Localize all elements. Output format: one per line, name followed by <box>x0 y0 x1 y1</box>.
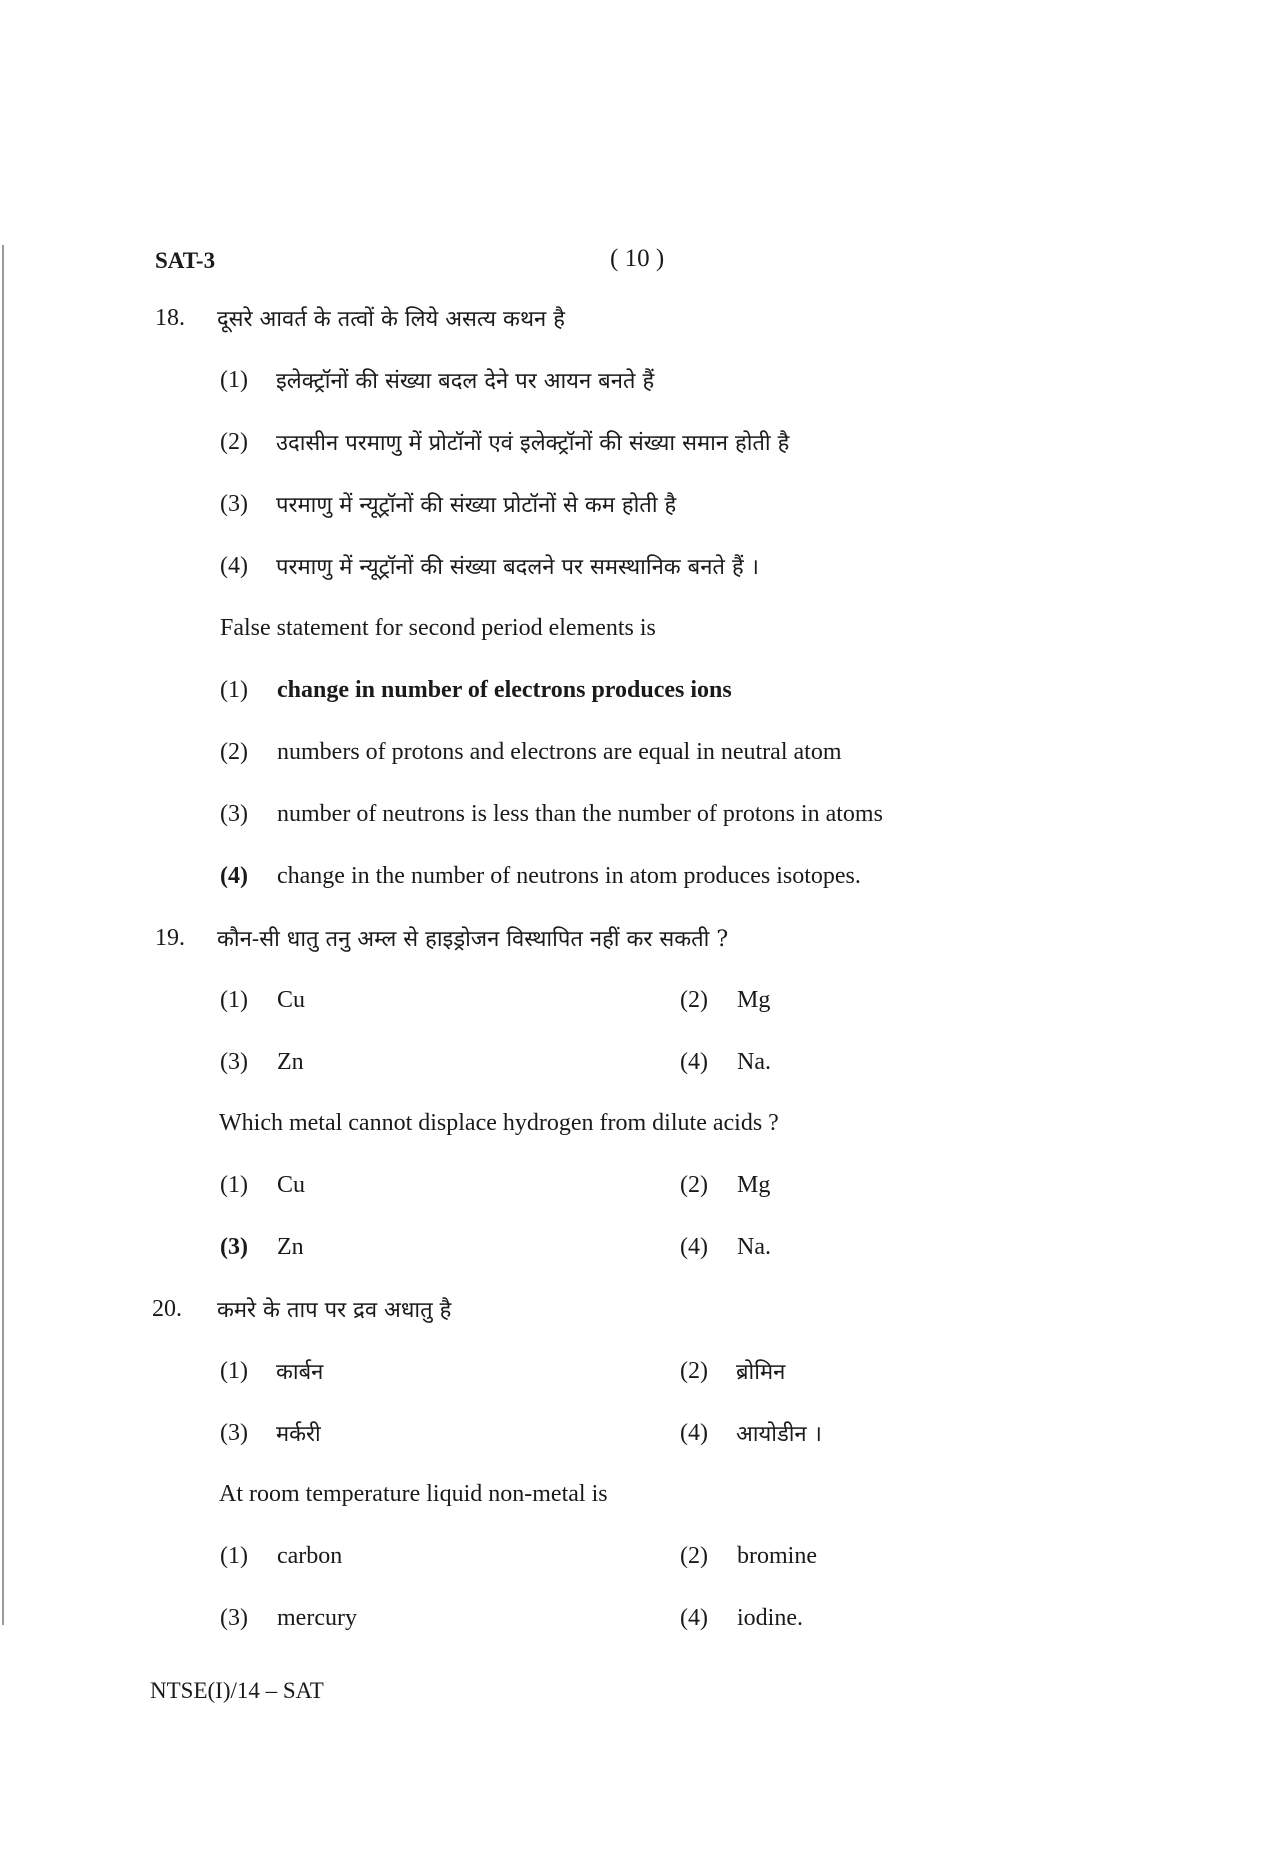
option-text-english: numbers of protons and electrons are equal in neutral atom <box>277 739 842 765</box>
option-text-hindi: मर्करी <box>276 1422 321 1447</box>
option-text: Cu <box>277 987 306 1013</box>
question-stem-hindi: दूसरे आवर्त के तत्वों के लिये असत्य कथन है <box>217 307 565 332</box>
option-number: (4) <box>680 1049 708 1075</box>
option-text-english: change in the number of neutrons in atom produces isotopes. <box>277 863 861 889</box>
option-text-english: change in number of electrons produces ions <box>277 677 732 703</box>
question-stem-hindi: कौन-सी धातु तनु अम्ल से हाइड्रोजन विस्थापित नहीं कर सकती ? <box>217 927 729 952</box>
option-number: (2) <box>220 739 248 765</box>
option-number: (1) <box>220 1543 248 1569</box>
option-text: Zn <box>277 1049 304 1075</box>
option-text-english: Zn <box>277 1234 304 1260</box>
option-number: (3) <box>220 1420 248 1446</box>
option-text: Mg <box>737 987 771 1013</box>
option-number: (1) <box>220 367 248 393</box>
option-text-english: bromine <box>737 1543 817 1569</box>
option-text-hindi: परमाणु में न्यूट्रॉनों की संख्या बदलने पर समस्थानिक बनते हैं । <box>276 555 759 580</box>
option-number: (4) <box>680 1420 708 1446</box>
question-stem-english: At room temperature liquid non-metal is <box>219 1481 608 1507</box>
question-number: 20. <box>152 1296 182 1322</box>
option-number: (1) <box>220 1358 248 1384</box>
question-stem-english: False statement for second period elements is <box>220 615 656 641</box>
option-number: (1) <box>220 987 248 1013</box>
option-text-hindi: ब्रोमिन <box>736 1360 786 1385</box>
question-number: 18. <box>155 305 185 331</box>
option-text-english: carbon <box>277 1543 343 1569</box>
page-margin-line <box>2 245 4 1625</box>
option-number: (3) <box>220 1234 248 1260</box>
option-number: (4) <box>220 863 248 889</box>
option-number: (2) <box>680 1358 708 1384</box>
paper-code: SAT-3 <box>155 248 216 273</box>
option-text-hindi: कार्बन <box>276 1360 324 1385</box>
option-number: (1) <box>220 677 248 703</box>
question-stem-english: Which metal cannot displace hydrogen from dilute acids ? <box>219 1110 779 1136</box>
option-number: (4) <box>220 553 248 579</box>
option-number: (2) <box>680 987 708 1013</box>
option-number: (2) <box>680 1172 708 1198</box>
option-text-english: Cu <box>277 1172 306 1198</box>
option-text-hindi: परमाणु में न्यूट्रॉनों की संख्या प्रोटॉनों से कम होती है <box>276 493 677 518</box>
option-number: (3) <box>220 1605 248 1631</box>
option-text-english: iodine. <box>737 1605 803 1631</box>
option-text-english: Mg <box>737 1172 771 1198</box>
option-text-english: Na. <box>737 1234 771 1260</box>
option-text-english: number of neutrons is less than the number of protons in atoms <box>277 801 883 827</box>
option-number: (2) <box>680 1543 708 1569</box>
footer-code: NTSE(I)/14 – SAT <box>150 1678 324 1703</box>
option-text: Na. <box>737 1049 771 1075</box>
question-number: 19. <box>155 925 185 951</box>
option-number: (4) <box>680 1234 708 1260</box>
question-stem-hindi: कमरे के ताप पर द्रव अधातु है <box>217 1298 452 1323</box>
option-number: (3) <box>220 801 248 827</box>
option-number: (4) <box>680 1605 708 1631</box>
option-number: (3) <box>220 1049 248 1075</box>
option-number: (1) <box>220 1172 248 1198</box>
option-text-hindi: उदासीन परमाणु में प्रोटॉनों एवं इलेक्ट्रॉनों की संख्या समान होती है <box>276 431 790 456</box>
option-number: (2) <box>220 429 248 455</box>
option-text-hindi: आयोडीन । <box>736 1422 822 1447</box>
option-text-english: mercury <box>277 1605 357 1631</box>
option-text-hindi: इलेक्ट्रॉनों की संख्या बदल देने पर आयन बनते हैं <box>276 369 655 394</box>
option-number: (3) <box>220 491 248 517</box>
page-number: ( 10 ) <box>610 245 665 272</box>
